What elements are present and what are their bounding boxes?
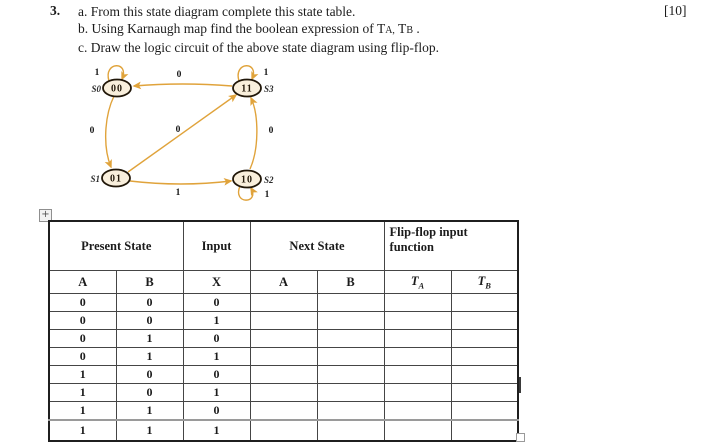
- edge-label-bottom: 1: [175, 188, 181, 198]
- subheader-present-b: B: [116, 271, 183, 294]
- state-diagram: [60, 55, 290, 210]
- table-row: [49, 384, 518, 402]
- header-flipflop-function: Flip-flop input function: [384, 221, 518, 271]
- cell-next-a[interactable]: [250, 294, 317, 312]
- edge-label-left: 0: [89, 126, 95, 136]
- loop-label-11: 1: [263, 68, 269, 78]
- text-cursor: [519, 377, 521, 393]
- cell-input-x[interactable]: 0: [183, 402, 250, 421]
- header-present-state: Present State: [49, 221, 183, 271]
- cell-present-b[interactable]: 0: [116, 366, 183, 384]
- table-row: [49, 348, 518, 366]
- cell-tb[interactable]: [451, 384, 518, 402]
- cell-next-a[interactable]: [250, 312, 317, 330]
- cell-tb[interactable]: [451, 294, 518, 312]
- table-move-handle-icon[interactable]: +: [39, 209, 52, 222]
- cell-present-a[interactable]: 1: [49, 384, 116, 402]
- header-group-row: [49, 221, 518, 271]
- cell-tb[interactable]: [451, 402, 518, 421]
- cell-present-b[interactable]: 1: [116, 348, 183, 366]
- loop-label-00: 1: [94, 68, 100, 78]
- question-number: 3.: [50, 3, 61, 18]
- state-code-01: 01: [110, 173, 122, 185]
- cell-next-a[interactable]: [250, 330, 317, 348]
- subheader-tb: $T_B$: [451, 271, 518, 294]
- edge-01-to-11: [128, 95, 236, 172]
- state-table-wrap: [48, 220, 519, 442]
- state-table: [48, 220, 519, 442]
- question-part-c: c. Draw the logic circuit of the above state diagram using flip-flop.: [78, 40, 440, 55]
- state-code-11: 11: [241, 83, 253, 95]
- edge-00-to-01: [106, 96, 114, 167]
- cell-present-a[interactable]: 0: [49, 312, 116, 330]
- cell-next-b[interactable]: [317, 312, 384, 330]
- cell-ta[interactable]: [384, 402, 451, 421]
- subheader-input-x: X: [183, 271, 250, 294]
- cell-next-a[interactable]: [250, 384, 317, 402]
- question-marks: [10]: [664, 3, 687, 18]
- table-row: [49, 402, 518, 421]
- question-part-b: b. Using Karnaugh map find the boolean expression of TA, TB .: [78, 21, 420, 36]
- edge-label-right: 0: [268, 126, 274, 136]
- subheader-row: [49, 271, 518, 294]
- cell-present-a[interactable]: 1: [49, 366, 116, 384]
- cell-next-b[interactable]: [317, 384, 384, 402]
- cell-next-b[interactable]: [317, 294, 384, 312]
- edge-11-to-00: [134, 84, 232, 86]
- cell-present-b[interactable]: 1: [116, 402, 183, 421]
- table-row: [49, 294, 518, 312]
- cell-input-x[interactable]: 1: [183, 312, 250, 330]
- cell-next-a[interactable]: [250, 402, 317, 421]
- cell-ta[interactable]: [384, 312, 451, 330]
- cell-ta[interactable]: [384, 294, 451, 312]
- subheader-ta: $T_A$: [384, 271, 451, 294]
- cell-present-b[interactable]: 1: [116, 330, 183, 348]
- edge-10-to-11: [250, 98, 257, 169]
- cell-ta[interactable]: [384, 330, 451, 348]
- cell-next-a[interactable]: [250, 348, 317, 366]
- state-code-10: 10: [241, 174, 253, 186]
- cell-tb[interactable]: [451, 312, 518, 330]
- cell-input-x[interactable]: 1: [183, 384, 250, 402]
- cell-next-a[interactable]: [250, 366, 317, 384]
- header-next-state: Next State: [250, 221, 384, 271]
- cell-present-b[interactable]: 0: [116, 312, 183, 330]
- cell-next-a[interactable]: [250, 420, 317, 441]
- subheader-next-a: A: [250, 271, 317, 294]
- question-part-a: a. From this state diagram complete this state table.: [78, 4, 356, 19]
- edge-label-diagonal: 0: [175, 125, 181, 135]
- header-input: Input: [183, 221, 250, 271]
- cell-present-a[interactable]: 1: [49, 420, 116, 441]
- table-row: [49, 312, 518, 330]
- question-parts: [78, 3, 638, 56]
- cell-present-a[interactable]: 1: [49, 402, 116, 421]
- cell-next-b[interactable]: [317, 348, 384, 366]
- cell-next-b[interactable]: [317, 330, 384, 348]
- cell-tb[interactable]: [451, 330, 518, 348]
- edge-01-to-10: [130, 181, 231, 184]
- table-resize-handle[interactable]: [516, 433, 525, 442]
- state-name-s0: S0: [91, 84, 101, 94]
- cell-input-x[interactable]: 1: [183, 420, 250, 441]
- edge-label-top: 0: [176, 70, 182, 80]
- cell-tb[interactable]: [451, 348, 518, 366]
- subheader-present-a: A: [49, 271, 116, 294]
- cell-present-a[interactable]: 0: [49, 294, 116, 312]
- table-row: [49, 420, 518, 441]
- state-code-00: 00: [111, 83, 123, 95]
- state-name-s3: S3: [264, 84, 274, 94]
- cell-present-a[interactable]: 0: [49, 330, 116, 348]
- subheader-next-b: B: [317, 271, 384, 294]
- table-row: [49, 366, 518, 384]
- cell-ta[interactable]: [384, 348, 451, 366]
- cell-ta[interactable]: [384, 366, 451, 384]
- cell-next-b[interactable]: [317, 420, 384, 441]
- table-row: [49, 330, 518, 348]
- cell-ta[interactable]: [384, 420, 451, 441]
- cell-tb[interactable]: [451, 366, 518, 384]
- cell-ta[interactable]: [384, 384, 451, 402]
- cell-present-a[interactable]: 0: [49, 348, 116, 366]
- cell-input-x[interactable]: 1: [183, 348, 250, 366]
- cell-input-x[interactable]: 0: [183, 330, 250, 348]
- cell-next-b[interactable]: [317, 366, 384, 384]
- cell-tb[interactable]: [451, 420, 518, 441]
- state-name-s1: S1: [90, 174, 100, 184]
- state-name-s2: S2: [264, 175, 274, 185]
- cell-present-b[interactable]: 0: [116, 384, 183, 402]
- cell-present-b[interactable]: 1: [116, 420, 183, 441]
- loop-label-10: 1: [264, 190, 270, 200]
- cell-present-b[interactable]: 0: [116, 294, 183, 312]
- cell-input-x[interactable]: 0: [183, 294, 250, 312]
- cell-input-x[interactable]: 0: [183, 366, 250, 384]
- cell-next-b[interactable]: [317, 402, 384, 421]
